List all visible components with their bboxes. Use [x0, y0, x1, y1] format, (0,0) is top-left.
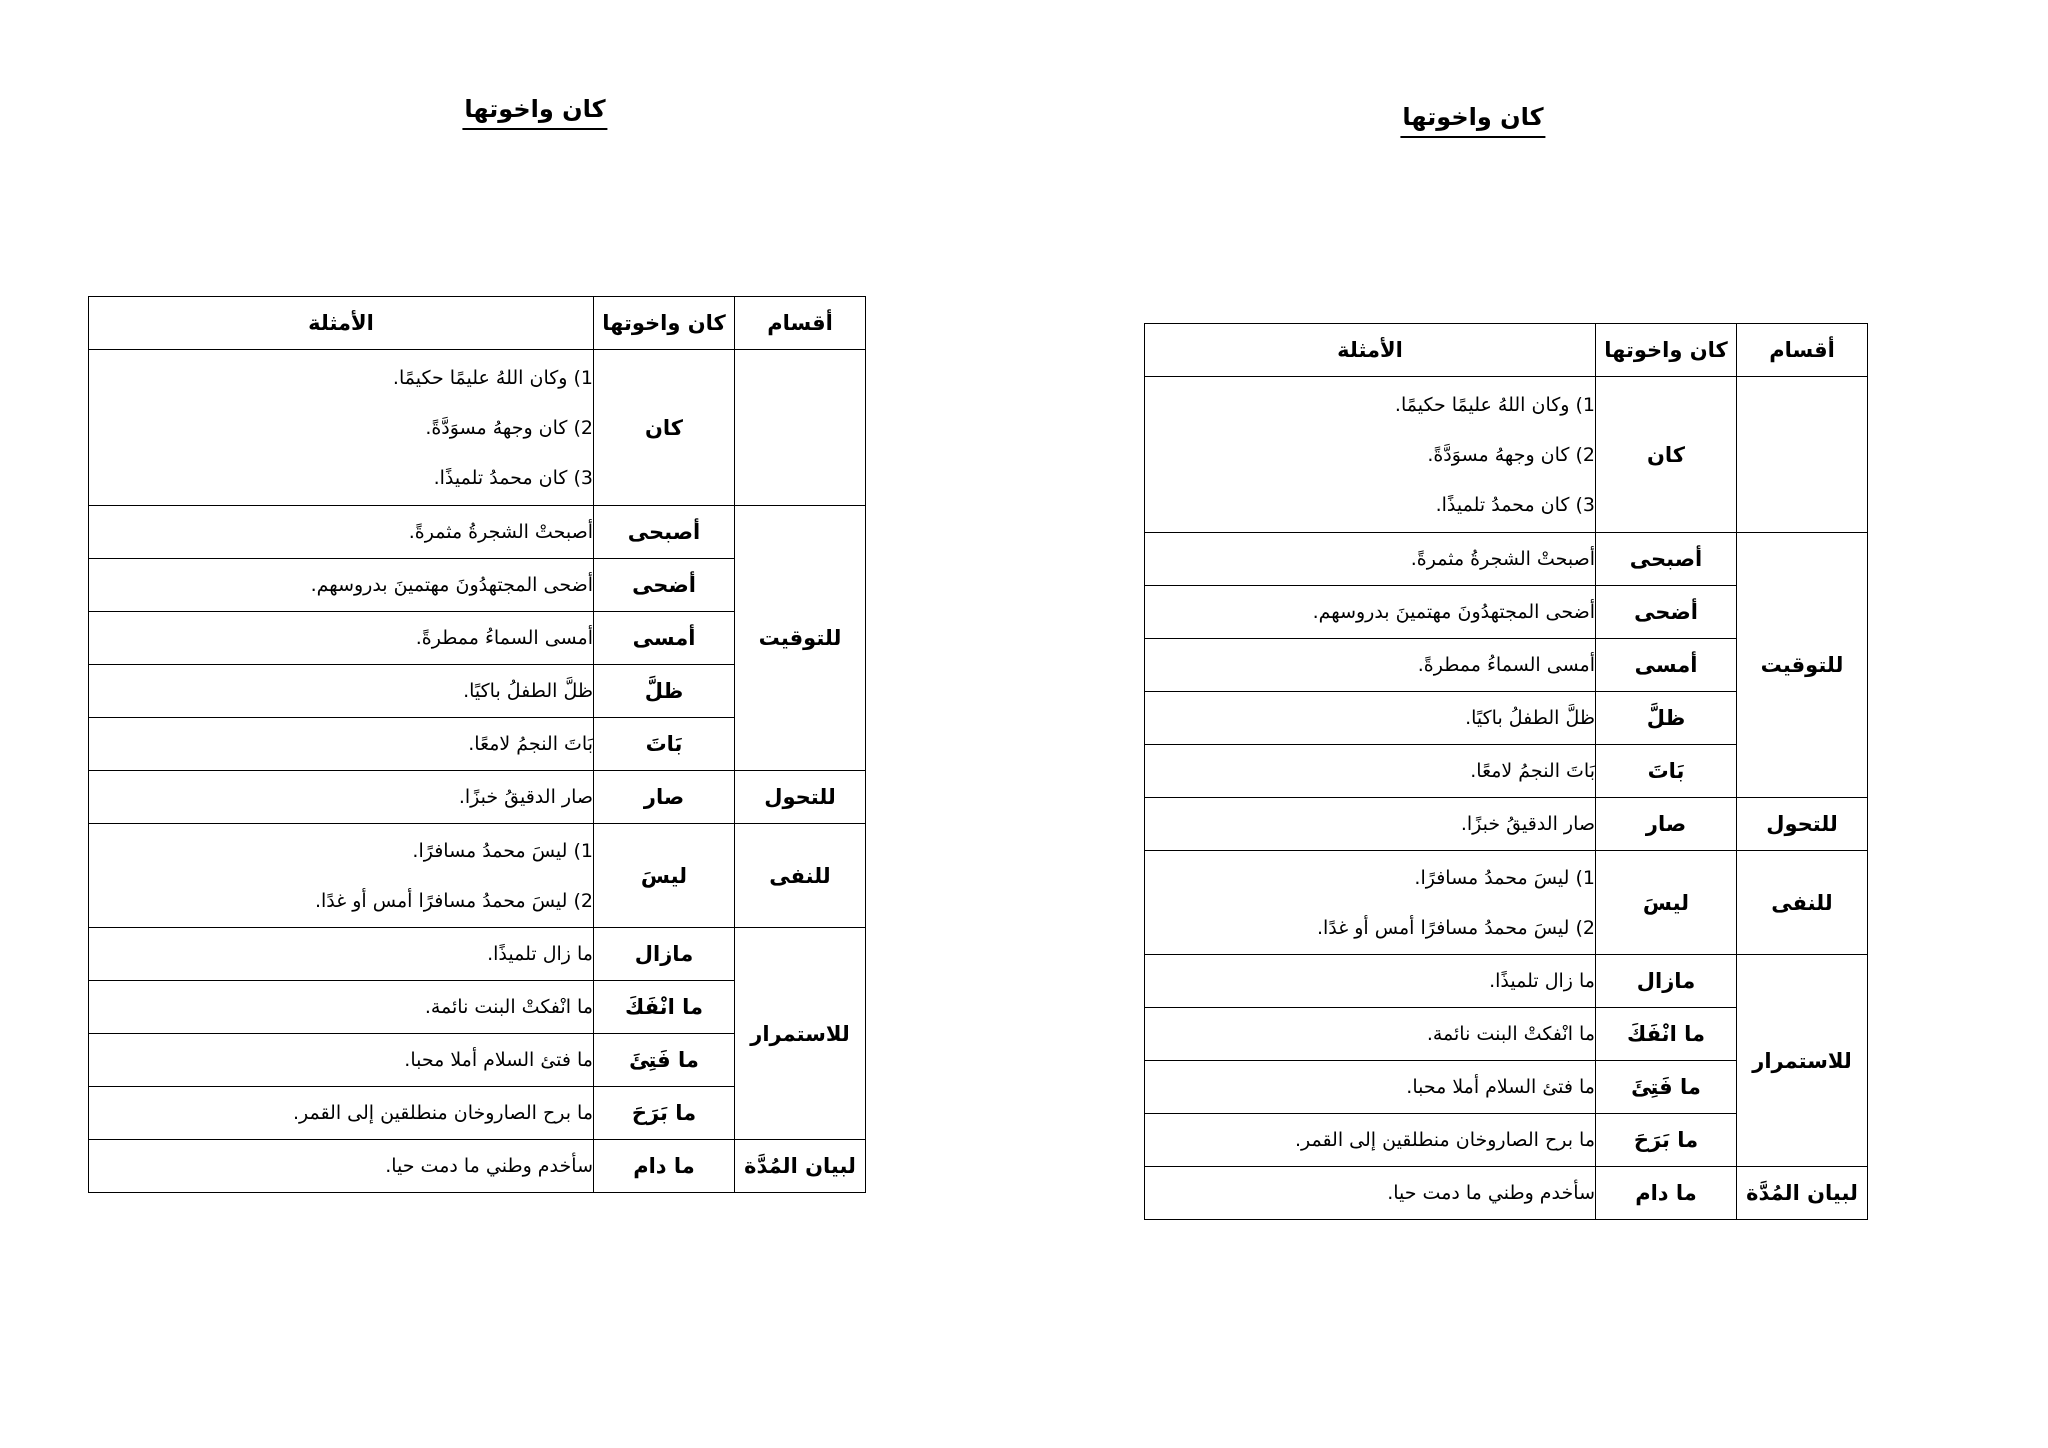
examples-cell: [1145, 1008, 1596, 1061]
verb-cell: بَاتَ: [1596, 745, 1737, 798]
examples-cell: [89, 350, 594, 506]
example-sentence: 1) وكان اللهُ عليمًا حكيمًا.: [392, 366, 593, 389]
example-sentence: صار الدقيقُ خبزًا.: [458, 786, 593, 808]
verb-cell: ما انْفَكَ: [594, 981, 735, 1034]
examples-cell: [1145, 798, 1596, 851]
example-sentence: ما فتئ السلام أملا محبا.: [404, 1049, 593, 1071]
verb-cell: ما دام: [1596, 1167, 1737, 1220]
table-body: [1145, 377, 1868, 1220]
example-sentence: ظلَّ الطفلُ باكيًا.: [1465, 707, 1595, 729]
table-row: [89, 771, 866, 824]
table-row: [1145, 1167, 1868, 1220]
examples-cell: [1145, 639, 1596, 692]
example-sentence: بَاتَ النجمُ لامعًا.: [468, 733, 593, 755]
verb-cell: ما بَرَحَ: [1596, 1114, 1737, 1167]
example-sentence: 1) وكان اللهُ عليمًا حكيمًا.: [1394, 393, 1595, 416]
examples-cell: [1145, 745, 1596, 798]
header-verb: كان واخوتها: [1596, 324, 1737, 377]
category-cell: للتوقيت: [1737, 533, 1868, 798]
example-sentence: 2) ليسَ محمدُ مسافرًا أمس أو غدًا.: [314, 889, 593, 912]
table-header-row: [89, 297, 866, 350]
table-row: [1145, 533, 1868, 586]
table-row: [1145, 851, 1868, 955]
header-category: أقسام: [1737, 324, 1868, 377]
table-row: [89, 506, 866, 559]
example-sentence: 2) كان وجههُ مسوَدَّةً.: [425, 416, 593, 439]
examples-cell: [1145, 692, 1596, 745]
verb-cell: ما فَتِئَ: [594, 1034, 735, 1087]
verb-cell: ما دام: [594, 1140, 735, 1193]
verb-cell: صار: [594, 771, 735, 824]
example-sentence: سأخدم وطني ما دمت حيا.: [1387, 1182, 1595, 1204]
example-sentence: ما انْفكتْ البنت نائمة.: [424, 996, 593, 1018]
example-sentence: أضحى المجتهدُونَ مهتمينَ بدروسهم.: [1312, 601, 1595, 623]
example-sentence: 3) كان محمدُ تلميذًا.: [1435, 493, 1595, 516]
verb-cell: ما فَتِئَ: [1596, 1061, 1737, 1114]
category-cell: لبيان المُدَّة: [1737, 1167, 1868, 1220]
verb-cell: ليسَ: [594, 824, 735, 928]
example-sentence: 1) ليسَ محمدُ مسافرًا.: [412, 839, 593, 862]
verb-cell: بَاتَ: [594, 718, 735, 771]
verb-cell: ما بَرَحَ: [594, 1087, 735, 1140]
category-cell: للاستمرار: [735, 928, 866, 1140]
example-sentence: صار الدقيقُ خبزًا.: [1460, 813, 1595, 835]
examples-cell: [1145, 533, 1596, 586]
examples-cell: [1145, 851, 1596, 955]
example-sentence: بَاتَ النجمُ لامعًا.: [1470, 760, 1595, 782]
verb-cell: أصبحى: [1596, 533, 1737, 586]
verb-cell: مازال: [1596, 955, 1737, 1008]
example-sentence: ما زال تلميذًا.: [487, 943, 593, 965]
verb-cell: أمسى: [1596, 639, 1737, 692]
examples-cell: [89, 718, 594, 771]
page-title: كان واخوتها: [462, 92, 607, 130]
table-row: [1145, 798, 1868, 851]
kana-sisters-table: [88, 296, 866, 1193]
kana-sisters-table: [1144, 323, 1868, 1220]
example-sentence: ما فتئ السلام أملا محبا.: [1406, 1076, 1595, 1098]
verb-cell: كان: [1596, 377, 1737, 533]
example-sentence: ما زال تلميذًا.: [1489, 970, 1595, 992]
example-sentence: أصبحتْ الشجرةُ مثمرةً.: [408, 521, 593, 543]
category-cell: [1737, 377, 1868, 533]
header-examples: الأمثلة: [1145, 324, 1596, 377]
verb-cell: ما انْفَكَ: [1596, 1008, 1737, 1061]
example-sentence: 2) كان وجههُ مسوَدَّةً.: [1427, 443, 1595, 466]
examples-cell: [89, 665, 594, 718]
example-sentence: ما برح الصاروخان منطلقين إلى القمر.: [292, 1102, 593, 1124]
example-sentence: أضحى المجتهدُونَ مهتمينَ بدروسهم.: [310, 574, 593, 596]
example-sentence: 2) ليسَ محمدُ مسافرًا أمس أو غدًا.: [1316, 916, 1595, 939]
examples-cell: [1145, 586, 1596, 639]
category-cell: [735, 350, 866, 506]
examples-cell: [89, 559, 594, 612]
example-sentence: ما برح الصاروخان منطلقين إلى القمر.: [1294, 1129, 1595, 1151]
verb-cell: أصبحى: [594, 506, 735, 559]
category-cell: للنفى: [1737, 851, 1868, 955]
examples-cell: [89, 612, 594, 665]
examples-cell: [89, 981, 594, 1034]
verb-cell: أضحى: [594, 559, 735, 612]
example-sentence: سأخدم وطني ما دمت حيا.: [385, 1155, 593, 1177]
table-body: [89, 350, 866, 1193]
table-row: [1145, 955, 1868, 1008]
verb-cell: أمسى: [594, 612, 735, 665]
examples-cell: [89, 928, 594, 981]
category-cell: للنفى: [735, 824, 866, 928]
table-row: [89, 350, 866, 506]
examples-cell: [1145, 1114, 1596, 1167]
examples-cell: [89, 506, 594, 559]
example-sentence: ما انْفكتْ البنت نائمة.: [1426, 1023, 1595, 1045]
category-cell: للاستمرار: [1737, 955, 1868, 1167]
category-cell: للتحول: [735, 771, 866, 824]
examples-cell: [89, 771, 594, 824]
verb-cell: صار: [1596, 798, 1737, 851]
header-verb: كان واخوتها: [594, 297, 735, 350]
examples-cell: [1145, 1167, 1596, 1220]
verb-cell: ظلَّ: [1596, 692, 1737, 745]
examples-cell: [89, 1087, 594, 1140]
verb-cell: ليسَ: [1596, 851, 1737, 955]
table-row: [89, 928, 866, 981]
table-row: [89, 824, 866, 928]
category-cell: للتحول: [1737, 798, 1868, 851]
examples-cell: [1145, 377, 1596, 533]
example-sentence: 3) كان محمدُ تلميذًا.: [433, 466, 593, 489]
category-cell: للتوقيت: [735, 506, 866, 771]
table-row: [1145, 377, 1868, 533]
verb-cell: أضحى: [1596, 586, 1737, 639]
example-sentence: ظلَّ الطفلُ باكيًا.: [463, 680, 593, 702]
table-row: [89, 1140, 866, 1193]
page-title: كان واخوتها: [1400, 100, 1545, 138]
example-sentence: أمسى السماءُ ممطرةً.: [1417, 654, 1595, 676]
table-header-row: [1145, 324, 1868, 377]
category-cell: لبيان المُدَّة: [735, 1140, 866, 1193]
example-sentence: أصبحتْ الشجرةُ مثمرةً.: [1410, 548, 1595, 570]
examples-cell: [1145, 1061, 1596, 1114]
example-sentence: أمسى السماءُ ممطرةً.: [415, 627, 593, 649]
examples-cell: [89, 824, 594, 928]
header-examples: الأمثلة: [89, 297, 594, 350]
examples-cell: [1145, 955, 1596, 1008]
verb-cell: كان: [594, 350, 735, 506]
verb-cell: ظلَّ: [594, 665, 735, 718]
example-sentence: 1) ليسَ محمدُ مسافرًا.: [1414, 866, 1595, 889]
header-category: أقسام: [735, 297, 866, 350]
examples-cell: [89, 1140, 594, 1193]
verb-cell: مازال: [594, 928, 735, 981]
examples-cell: [89, 1034, 594, 1087]
